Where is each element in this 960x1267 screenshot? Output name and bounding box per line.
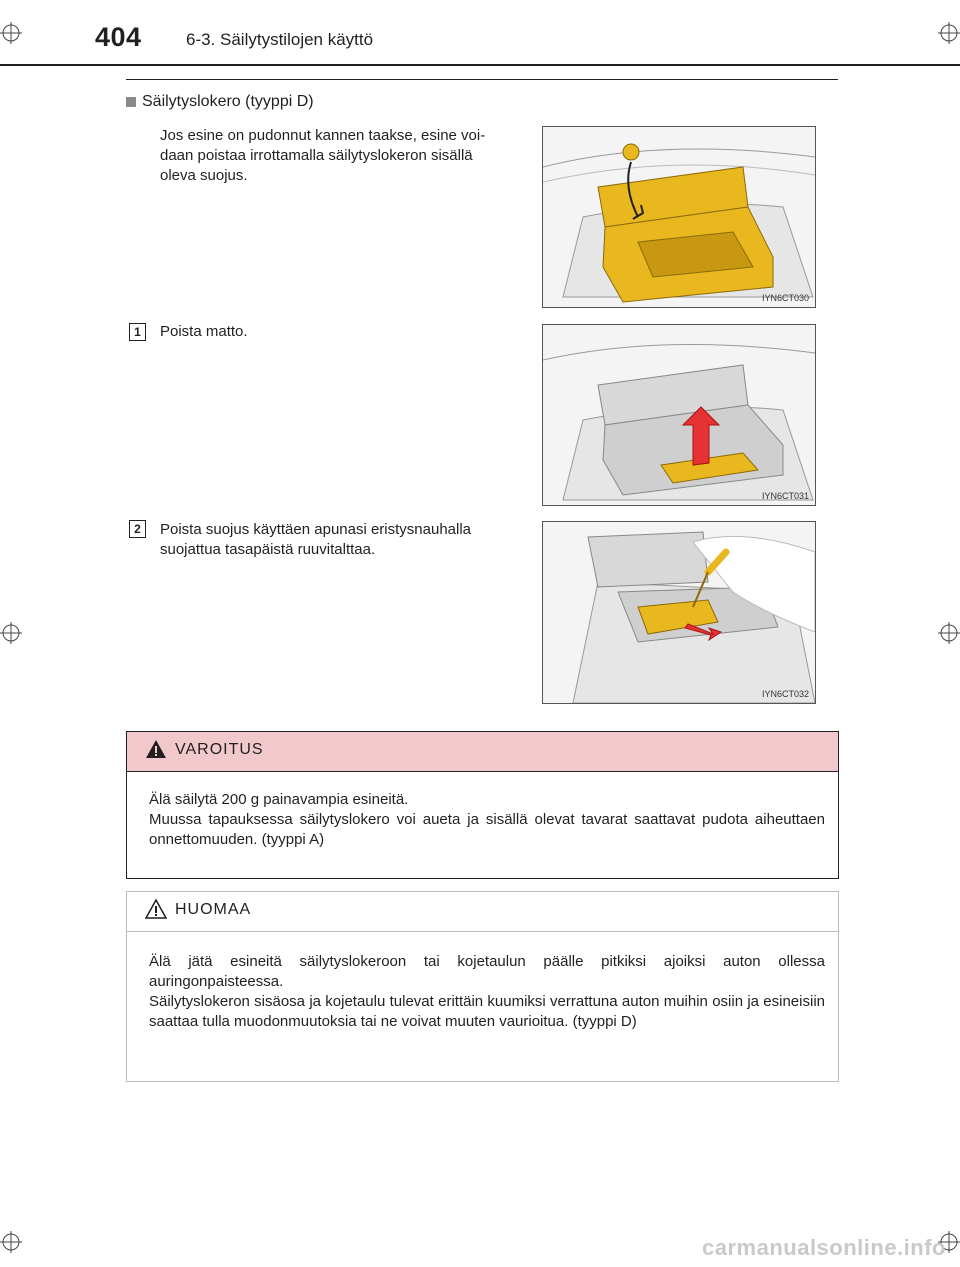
step-2-line: suojattua tasapäistä ruuvitalttaa. <box>160 541 376 558</box>
section-heading-text: Säilytyslokero (tyyppi D) <box>142 93 314 110</box>
notice-box <box>126 891 839 1082</box>
step-1-text: Poista matto. <box>160 323 248 340</box>
warning-triangle-icon <box>145 738 167 765</box>
intro-line: Jos esine on pudonnut kannen taakse, esine voi- <box>160 127 486 144</box>
figure-open-lid <box>542 126 816 308</box>
figure-code: IYN6CT032 <box>761 689 809 699</box>
intro-line: oleva suojus. <box>160 167 248 184</box>
crop-mark-top-left <box>0 22 22 44</box>
section-bullet-icon <box>126 97 136 107</box>
step-2-text <box>160 520 518 560</box>
storage-box-remove-cover-illustration <box>543 522 815 703</box>
page-number: 404 <box>95 22 142 52</box>
step-2-badge: 2 <box>129 520 146 538</box>
warning-header <box>127 732 838 772</box>
warning-line-2: Muussa tapauksessa säilytyslokero voi aueta ja sisällä olevat tavarat saattavat pudota aiheuttaen onnettomuuden. (tyyppi A) <box>149 811 825 848</box>
figure-remove-cover <box>542 521 816 704</box>
storage-box-open-lid-illustration <box>543 127 815 307</box>
figure-code: IYN6CT030 <box>761 293 809 303</box>
notice-header <box>127 892 838 932</box>
caution-triangle-icon <box>145 898 167 925</box>
crop-mark-bottom-left <box>0 1231 22 1253</box>
storage-box-remove-mat-illustration <box>543 325 815 505</box>
warning-line-1: Älä säilytä 200 g painavampia esineitä. <box>149 791 409 808</box>
crop-mark-mid-right <box>938 622 960 644</box>
notice-title: HUOMAA <box>175 901 252 918</box>
intro-line: daan poistaa irrottamalla säilytyslokeron sisällä <box>160 147 473 164</box>
figure-remove-mat <box>542 324 816 506</box>
section-heading <box>126 93 314 111</box>
section-rule <box>126 79 838 80</box>
warning-title: VAROITUS <box>175 741 264 758</box>
notice-line-2: Säilytyslokeron sisäosa ja kojetaulu tulevat erittäin kuumiksi verrattuna auton muihin osiin ja esineisiin saattaa tulla muodonmuutoksia tai ne voivat muuten vaurioitua. (tyyppi D) <box>149 993 825 1030</box>
step-1-badge: 1 <box>129 323 146 341</box>
crop-mark-top-right <box>938 22 960 44</box>
chapter-title: 6-3. Säilytystilojen käyttö <box>186 30 374 49</box>
figure-code: IYN6CT031 <box>761 491 809 501</box>
step-2-line: Poista suojus käyttäen apunasi eristysnauhalla <box>160 521 472 538</box>
notice-text <box>149 952 825 1032</box>
notice-line-1: Älä jätä esineitä säilytyslokeroon tai kojetaulun päälle pitkiksi ajoiksi auton ollessa auringonpaisteessa. <box>149 953 825 990</box>
header-rule <box>0 64 960 66</box>
intro-paragraph <box>160 126 518 186</box>
warning-text <box>149 790 825 850</box>
warning-box <box>126 731 839 879</box>
crop-mark-mid-left <box>0 622 22 644</box>
watermark: carmanualsonline.info <box>702 1235 946 1260</box>
